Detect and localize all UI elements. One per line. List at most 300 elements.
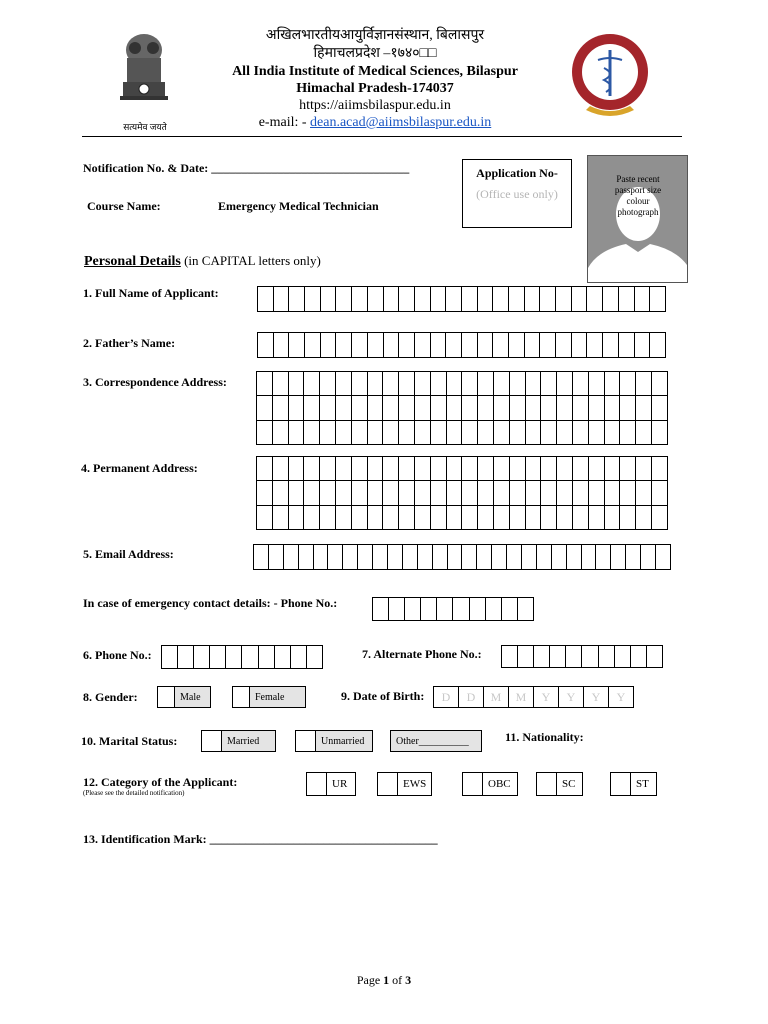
letter-box[interactable] [556, 456, 573, 481]
letter-box[interactable] [461, 395, 478, 420]
category-ur-option[interactable] [306, 772, 356, 796]
letter-box[interactable] [303, 480, 320, 505]
unmarried-checkbox[interactable] [296, 731, 316, 751]
letter-box[interactable] [351, 505, 368, 530]
letter-box[interactable] [549, 645, 566, 668]
letter-box[interactable] [272, 456, 289, 481]
letter-box[interactable] [398, 332, 415, 358]
letter-box[interactable] [477, 395, 494, 420]
letter-box[interactable] [351, 286, 368, 312]
letter-box[interactable] [477, 371, 494, 396]
letter-box[interactable] [320, 332, 337, 358]
letter-box[interactable] [556, 395, 573, 420]
letter-box[interactable] [414, 395, 431, 420]
letter-box[interactable] [256, 480, 273, 505]
letter-box[interactable] [619, 456, 636, 481]
letter-box[interactable] [382, 371, 399, 396]
letter-box[interactable] [177, 645, 194, 669]
letter-box[interactable] [414, 505, 431, 530]
dob-cell[interactable]: Y [558, 686, 584, 708]
letter-box[interactable] [630, 645, 647, 668]
letter-box[interactable] [367, 286, 384, 312]
letter-box[interactable] [303, 456, 320, 481]
female-checkbox[interactable] [233, 687, 250, 707]
letter-box[interactable] [351, 420, 368, 445]
letter-box[interactable] [586, 332, 603, 358]
dob-cell[interactable]: D [458, 686, 484, 708]
letter-box[interactable] [272, 505, 289, 530]
letter-box[interactable] [320, 286, 337, 312]
letter-box[interactable] [313, 544, 329, 570]
letter-box[interactable] [556, 480, 573, 505]
male-checkbox[interactable] [158, 687, 175, 707]
letter-box[interactable] [635, 505, 652, 530]
letter-box[interactable] [555, 286, 572, 312]
letter-box[interactable] [357, 544, 373, 570]
letter-box[interactable] [525, 505, 542, 530]
letter-box[interactable] [572, 505, 589, 530]
letter-box[interactable] [382, 420, 399, 445]
dob-cell[interactable]: Y [533, 686, 559, 708]
letter-box[interactable] [635, 395, 652, 420]
letter-box[interactable] [649, 332, 666, 358]
letter-box[interactable] [469, 597, 486, 621]
letter-box[interactable] [588, 395, 605, 420]
father-name-boxes[interactable] [257, 332, 665, 357]
permanent-address-boxes[interactable] [256, 456, 667, 529]
letter-box[interactable] [598, 645, 615, 668]
letter-box[interactable] [618, 332, 635, 358]
letter-box[interactable] [351, 456, 368, 481]
letter-box[interactable] [335, 480, 352, 505]
letter-box[interactable] [288, 395, 305, 420]
letter-box[interactable] [351, 395, 368, 420]
letter-box[interactable] [477, 456, 494, 481]
letter-box[interactable] [256, 456, 273, 481]
letter-box[interactable] [383, 286, 400, 312]
letter-box[interactable] [367, 456, 384, 481]
letter-box[interactable] [540, 420, 557, 445]
letter-box[interactable] [446, 371, 463, 396]
letter-box[interactable] [635, 480, 652, 505]
letter-box[interactable] [477, 505, 494, 530]
letter-box[interactable] [604, 420, 621, 445]
letter-box[interactable] [398, 395, 415, 420]
letter-box[interactable] [539, 332, 556, 358]
letter-box[interactable] [209, 645, 226, 669]
letter-box[interactable] [430, 286, 447, 312]
letter-box[interactable] [258, 645, 275, 669]
letter-box[interactable] [335, 420, 352, 445]
letter-box[interactable] [539, 286, 556, 312]
letter-box[interactable] [517, 597, 534, 621]
website[interactable]: https://aiimsbilaspur.edu.in [299, 98, 451, 113]
letter-box[interactable] [651, 395, 668, 420]
letter-box[interactable] [521, 544, 537, 570]
letter-box[interactable] [256, 395, 273, 420]
letter-box[interactable] [288, 371, 305, 396]
letter-box[interactable] [193, 645, 210, 669]
letter-box[interactable] [290, 645, 307, 669]
marital-married-option[interactable] [201, 730, 276, 752]
category-st-option[interactable] [610, 772, 657, 796]
letter-box[interactable] [646, 645, 663, 668]
letter-box[interactable] [273, 332, 290, 358]
letter-box[interactable] [614, 645, 631, 668]
obc-checkbox[interactable] [463, 773, 483, 795]
letter-box[interactable] [619, 420, 636, 445]
letter-box[interactable] [649, 286, 666, 312]
letter-box[interactable] [272, 420, 289, 445]
category-sc-option[interactable] [536, 772, 583, 796]
letter-box[interactable] [493, 456, 510, 481]
ews-checkbox[interactable] [378, 773, 398, 795]
letter-box[interactable] [555, 332, 572, 358]
letter-box[interactable] [288, 480, 305, 505]
letter-box[interactable] [319, 420, 336, 445]
letter-box[interactable] [382, 456, 399, 481]
letter-box[interactable] [367, 420, 384, 445]
letter-box[interactable] [256, 420, 273, 445]
letter-box[interactable] [335, 456, 352, 481]
letter-box[interactable] [351, 371, 368, 396]
letter-box[interactable] [274, 645, 291, 669]
letter-box[interactable] [525, 420, 542, 445]
letter-box[interactable] [372, 597, 389, 621]
letter-box[interactable] [477, 332, 494, 358]
letter-box[interactable] [335, 286, 352, 312]
letter-box[interactable] [492, 286, 509, 312]
letter-box[interactable] [461, 480, 478, 505]
letter-box[interactable] [446, 420, 463, 445]
married-checkbox[interactable] [202, 731, 222, 751]
dob-cell[interactable]: M [508, 686, 534, 708]
letter-box[interactable] [565, 645, 582, 668]
letter-box[interactable] [508, 332, 525, 358]
letter-box[interactable] [430, 395, 447, 420]
letter-box[interactable] [283, 544, 299, 570]
dob-cell[interactable]: Y [583, 686, 609, 708]
letter-box[interactable] [161, 645, 178, 669]
letter-box[interactable] [572, 480, 589, 505]
letter-box[interactable] [651, 505, 668, 530]
letter-box[interactable] [430, 505, 447, 530]
letter-box[interactable] [430, 456, 447, 481]
letter-box[interactable] [485, 597, 502, 621]
letter-box[interactable] [572, 456, 589, 481]
letter-box[interactable] [556, 505, 573, 530]
letter-box[interactable] [651, 371, 668, 396]
letter-box[interactable] [604, 395, 621, 420]
letter-box[interactable] [586, 286, 603, 312]
letter-box[interactable] [477, 480, 494, 505]
letter-box[interactable] [398, 286, 415, 312]
letter-box[interactable] [335, 395, 352, 420]
letter-box[interactable] [634, 332, 651, 358]
letter-box[interactable] [581, 645, 598, 668]
letter-box[interactable] [445, 286, 462, 312]
letter-box[interactable] [272, 480, 289, 505]
letter-box[interactable] [288, 332, 305, 358]
letter-box[interactable] [335, 332, 352, 358]
letter-box[interactable] [398, 420, 415, 445]
letter-box[interactable] [319, 395, 336, 420]
letter-box[interactable] [610, 544, 626, 570]
letter-box[interactable] [367, 395, 384, 420]
letter-box[interactable] [619, 371, 636, 396]
letter-box[interactable] [604, 371, 621, 396]
letter-box[interactable] [602, 286, 619, 312]
full-name-boxes[interactable] [257, 286, 665, 311]
letter-box[interactable] [273, 286, 290, 312]
letter-box[interactable] [625, 544, 641, 570]
letter-box[interactable] [536, 544, 552, 570]
letter-box[interactable] [288, 456, 305, 481]
letter-box[interactable] [540, 505, 557, 530]
letter-box[interactable] [253, 544, 269, 570]
letter-box[interactable] [398, 480, 415, 505]
letter-box[interactable] [303, 505, 320, 530]
letter-box[interactable] [445, 332, 462, 358]
letter-box[interactable] [618, 286, 635, 312]
letter-box[interactable] [634, 286, 651, 312]
letter-box[interactable] [476, 544, 492, 570]
letter-box[interactable] [540, 395, 557, 420]
letter-box[interactable] [398, 456, 415, 481]
letter-box[interactable] [446, 480, 463, 505]
marital-unmarried-option[interactable] [295, 730, 373, 752]
dob-boxes[interactable] [433, 686, 633, 708]
letter-box[interactable] [388, 597, 405, 621]
letter-box[interactable] [556, 371, 573, 396]
letter-box[interactable] [572, 371, 589, 396]
letter-box[interactable] [304, 286, 321, 312]
letter-box[interactable] [525, 371, 542, 396]
letter-box[interactable] [619, 480, 636, 505]
letter-box[interactable] [493, 395, 510, 420]
letter-box[interactable] [382, 505, 399, 530]
gender-male-option[interactable] [157, 686, 211, 708]
letter-box[interactable] [404, 597, 421, 621]
letter-box[interactable] [651, 480, 668, 505]
letter-box[interactable] [493, 505, 510, 530]
letter-box[interactable] [493, 420, 510, 445]
dob-cell[interactable]: D [433, 686, 459, 708]
letter-box[interactable] [635, 420, 652, 445]
letter-box[interactable] [414, 456, 431, 481]
letter-box[interactable] [524, 332, 541, 358]
letter-box[interactable] [367, 332, 384, 358]
letter-box[interactable] [509, 371, 526, 396]
letter-box[interactable] [256, 505, 273, 530]
letter-box[interactable] [477, 420, 494, 445]
letter-box[interactable] [640, 544, 656, 570]
letter-box[interactable] [501, 597, 518, 621]
letter-box[interactable] [298, 544, 314, 570]
letter-box[interactable] [382, 480, 399, 505]
letter-box[interactable] [288, 420, 305, 445]
letter-box[interactable] [524, 286, 541, 312]
letter-box[interactable] [383, 332, 400, 358]
letter-box[interactable] [604, 505, 621, 530]
letter-box[interactable] [525, 395, 542, 420]
letter-box[interactable] [351, 332, 368, 358]
letter-box[interactable] [319, 505, 336, 530]
marital-other-option[interactable] [390, 730, 482, 752]
letter-box[interactable] [420, 597, 437, 621]
letter-box[interactable] [303, 420, 320, 445]
letter-box[interactable] [509, 456, 526, 481]
letter-box[interactable] [540, 480, 557, 505]
letter-box[interactable] [525, 480, 542, 505]
letter-box[interactable] [446, 456, 463, 481]
letter-box[interactable] [525, 456, 542, 481]
letter-box[interactable] [398, 505, 415, 530]
letter-box[interactable] [461, 332, 478, 358]
letter-box[interactable] [602, 332, 619, 358]
letter-box[interactable] [414, 332, 431, 358]
letter-box[interactable] [572, 420, 589, 445]
letter-box[interactable] [257, 332, 274, 358]
letter-box[interactable] [588, 505, 605, 530]
letter-box[interactable] [509, 505, 526, 530]
letter-box[interactable] [414, 286, 431, 312]
letter-box[interactable] [461, 505, 478, 530]
dob-cell[interactable]: Y [608, 686, 634, 708]
letter-box[interactable] [367, 480, 384, 505]
letter-box[interactable] [225, 645, 242, 669]
correspondence-address-boxes[interactable] [256, 371, 667, 444]
letter-box[interactable] [414, 420, 431, 445]
letter-box[interactable] [335, 371, 352, 396]
letter-box[interactable] [604, 480, 621, 505]
letter-box[interactable] [288, 505, 305, 530]
letter-box[interactable] [306, 645, 323, 669]
letter-box[interactable] [540, 456, 557, 481]
letter-box[interactable] [509, 395, 526, 420]
letter-box[interactable] [506, 544, 522, 570]
letter-box[interactable] [452, 597, 469, 621]
letter-box[interactable] [303, 395, 320, 420]
letter-box[interactable] [446, 505, 463, 530]
letter-box[interactable] [508, 286, 525, 312]
letter-box[interactable] [303, 371, 320, 396]
letter-box[interactable] [335, 505, 352, 530]
emergency-phone-boxes[interactable] [372, 597, 533, 620]
letter-box[interactable] [491, 544, 507, 570]
letter-box[interactable] [461, 286, 478, 312]
letter-box[interactable] [342, 544, 358, 570]
letter-box[interactable] [551, 544, 567, 570]
letter-box[interactable] [477, 286, 494, 312]
letter-box[interactable] [517, 645, 534, 668]
letter-box[interactable] [571, 332, 588, 358]
letter-box[interactable] [588, 456, 605, 481]
letter-box[interactable] [430, 420, 447, 445]
ur-checkbox[interactable] [307, 773, 327, 795]
letter-box[interactable] [571, 286, 588, 312]
letter-box[interactable] [241, 645, 258, 669]
letter-box[interactable] [319, 456, 336, 481]
letter-box[interactable] [414, 371, 431, 396]
letter-box[interactable] [446, 395, 463, 420]
letter-box[interactable] [461, 371, 478, 396]
letter-box[interactable] [588, 371, 605, 396]
letter-box[interactable] [268, 544, 284, 570]
letter-box[interactable] [635, 456, 652, 481]
letter-box[interactable] [655, 544, 671, 570]
category-obc-option[interactable] [462, 772, 518, 796]
email-address-boxes[interactable] [253, 544, 670, 569]
gender-female-option[interactable] [232, 686, 306, 708]
letter-box[interactable] [501, 645, 518, 668]
letter-box[interactable] [430, 332, 447, 358]
letter-box[interactable] [257, 286, 274, 312]
letter-box[interactable] [319, 371, 336, 396]
letter-box[interactable] [398, 371, 415, 396]
letter-box[interactable] [635, 371, 652, 396]
letter-box[interactable] [288, 286, 305, 312]
letter-box[interactable] [387, 544, 403, 570]
letter-box[interactable] [430, 371, 447, 396]
letter-box[interactable] [556, 420, 573, 445]
letter-box[interactable] [327, 544, 343, 570]
letter-box[interactable] [436, 597, 453, 621]
st-checkbox[interactable] [611, 773, 631, 795]
letter-box[interactable] [619, 395, 636, 420]
letter-box[interactable] [272, 395, 289, 420]
letter-box[interactable] [595, 544, 611, 570]
letter-box[interactable] [651, 456, 668, 481]
letter-box[interactable] [461, 420, 478, 445]
letter-box[interactable] [651, 420, 668, 445]
email-link[interactable]: dean.acad@aiimsbilaspur.edu.in [310, 115, 492, 130]
phone-boxes[interactable] [161, 645, 322, 668]
letter-box[interactable] [604, 456, 621, 481]
letter-box[interactable] [461, 456, 478, 481]
letter-box[interactable] [619, 505, 636, 530]
letter-box[interactable] [492, 332, 509, 358]
letter-box[interactable] [417, 544, 433, 570]
letter-box[interactable] [533, 645, 550, 668]
sc-checkbox[interactable] [537, 773, 557, 795]
dob-cell[interactable]: M [483, 686, 509, 708]
letter-box[interactable] [493, 480, 510, 505]
letter-box[interactable] [372, 544, 388, 570]
letter-box[interactable] [572, 395, 589, 420]
letter-box[interactable] [566, 544, 582, 570]
letter-box[interactable] [430, 480, 447, 505]
letter-box[interactable] [256, 371, 273, 396]
letter-box[interactable] [461, 544, 477, 570]
letter-box[interactable] [588, 420, 605, 445]
letter-box[interactable] [367, 371, 384, 396]
letter-box[interactable] [304, 332, 321, 358]
letter-box[interactable] [319, 480, 336, 505]
alternate-phone-boxes[interactable] [501, 645, 662, 667]
letter-box[interactable] [272, 371, 289, 396]
letter-box[interactable] [588, 480, 605, 505]
category-ews-option[interactable] [377, 772, 432, 796]
letter-box[interactable] [581, 544, 597, 570]
letter-box[interactable] [509, 420, 526, 445]
letter-box[interactable] [540, 371, 557, 396]
letter-box[interactable] [432, 544, 448, 570]
letter-box[interactable] [414, 480, 431, 505]
letter-box[interactable] [447, 544, 463, 570]
letter-box[interactable] [402, 544, 418, 570]
letter-box[interactable] [382, 395, 399, 420]
